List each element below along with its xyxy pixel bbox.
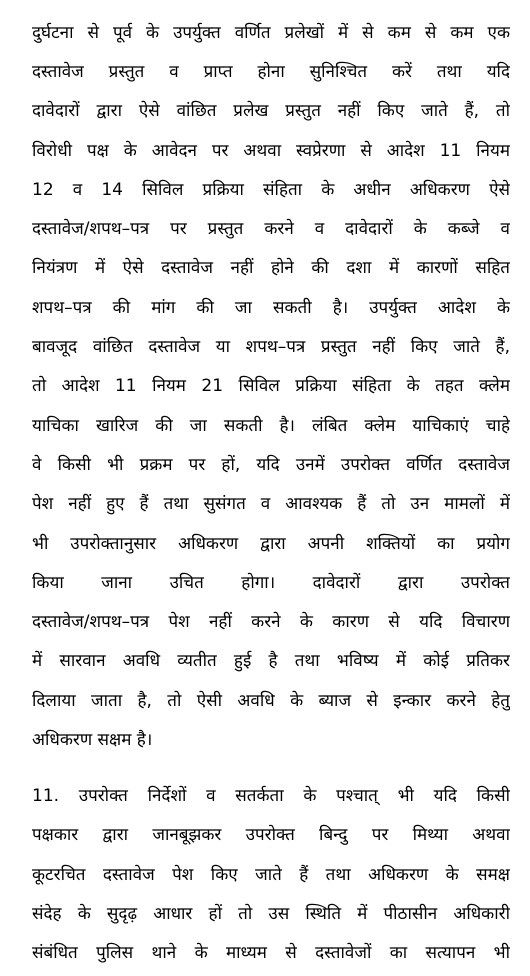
text-line: शपथ–पत्र की मांग की जा सकती है। उपर्युक्त आदेश के xyxy=(32,298,510,318)
text-line: नियंत्रण में ऐसे दस्तावेज नहीं होने की दशा में कारणों सहित xyxy=(32,258,510,278)
text-line: बावजूद वांछित दस्तावेज या शपथ–पत्र प्रस्तुत नहीं किए जाते हैं, xyxy=(32,337,510,357)
text-line: तो आदेश 11 नियम 21 सिविल प्रक्रिया संहिता के तहत क्लेम xyxy=(32,376,510,396)
text-line: संदेह के सुदृढ़ आधार हों तो उस स्थिति में पीठासीन अधिकारी xyxy=(32,904,510,924)
text-line: पेश नहीं हुए हैं तथा सुसंगत व आवश्यक हैं तो उन मामलों में xyxy=(32,494,510,514)
text-line: वे किसी भी प्रक्रम पर हों, यदि उनमें उपरोक्त वर्णित दस्तावेज xyxy=(32,455,510,475)
text-line: संबंधित पुलिस थाने के माध्यम से दस्तावेजों का सत्यापन भी xyxy=(32,943,510,963)
text-line: अधिकरण सक्षम है। xyxy=(32,730,153,750)
text-line: विरोधी पक्ष के आवेदन पर अथवा स्वप्रेरणा से आदेश 11 नियम xyxy=(32,141,510,161)
text-line: 11. उपरोक्त निर्देशों व सतर्कता के पश्चात् भी यदि किसी xyxy=(32,786,510,806)
text-line: दस्तावेज/शपथ–पत्र पर प्रस्तुत करने व दावेदारों के कब्जे व xyxy=(32,219,510,239)
text-line: दस्तावेज/शपथ–पत्र पेश नहीं करने के कारण से यदि विचारण xyxy=(32,612,510,632)
text-line: याचिका खारिज की जा सकती है। लंबित क्लेम याचिकाएं चाहे xyxy=(32,416,510,436)
text-line: भी उपरोक्तानुसार अधिकरण द्वारा अपनी शक्तियों का प्रयोग xyxy=(32,534,510,554)
text-line: दस्तावेज प्रस्तुत व प्राप्त होना सुनिश्चित करें तथा यदि xyxy=(32,62,510,82)
text-line: में सारवान अवधि व्यतीत हुई है तथा भविष्य में कोई प्रतिकर xyxy=(32,651,510,671)
text-line: दावेदारों द्वारा ऐसे वांछित प्रलेख प्रस्तुत नहीं किए जाते हैं, तो xyxy=(32,101,510,121)
text-line: दिलाया जाता है, तो ऐसी अवधि के ब्याज से इन्कार करने हेतु xyxy=(32,691,510,711)
text-line: किया जाना उचित होगा। दावेदारों द्वारा उपरोक्त xyxy=(32,573,510,593)
text-line: पक्षकार द्वारा जानबूझकर उपरोक्त बिन्दु पर मिथ्या अथवा xyxy=(32,825,510,845)
text-line: 12 व 14 सिविल प्रक्रिया संहिता के अधीन अधिकरण ऐसे xyxy=(32,180,510,200)
text-line: कूटरचित दस्तावेज पेश किए जाते हैं तथा अधिकरण के समक्ष xyxy=(32,865,510,885)
text-line: दुर्घटना से पूर्व के उपर्युक्त वर्णित प्रलेखों में से कम से कम एक xyxy=(32,23,510,43)
